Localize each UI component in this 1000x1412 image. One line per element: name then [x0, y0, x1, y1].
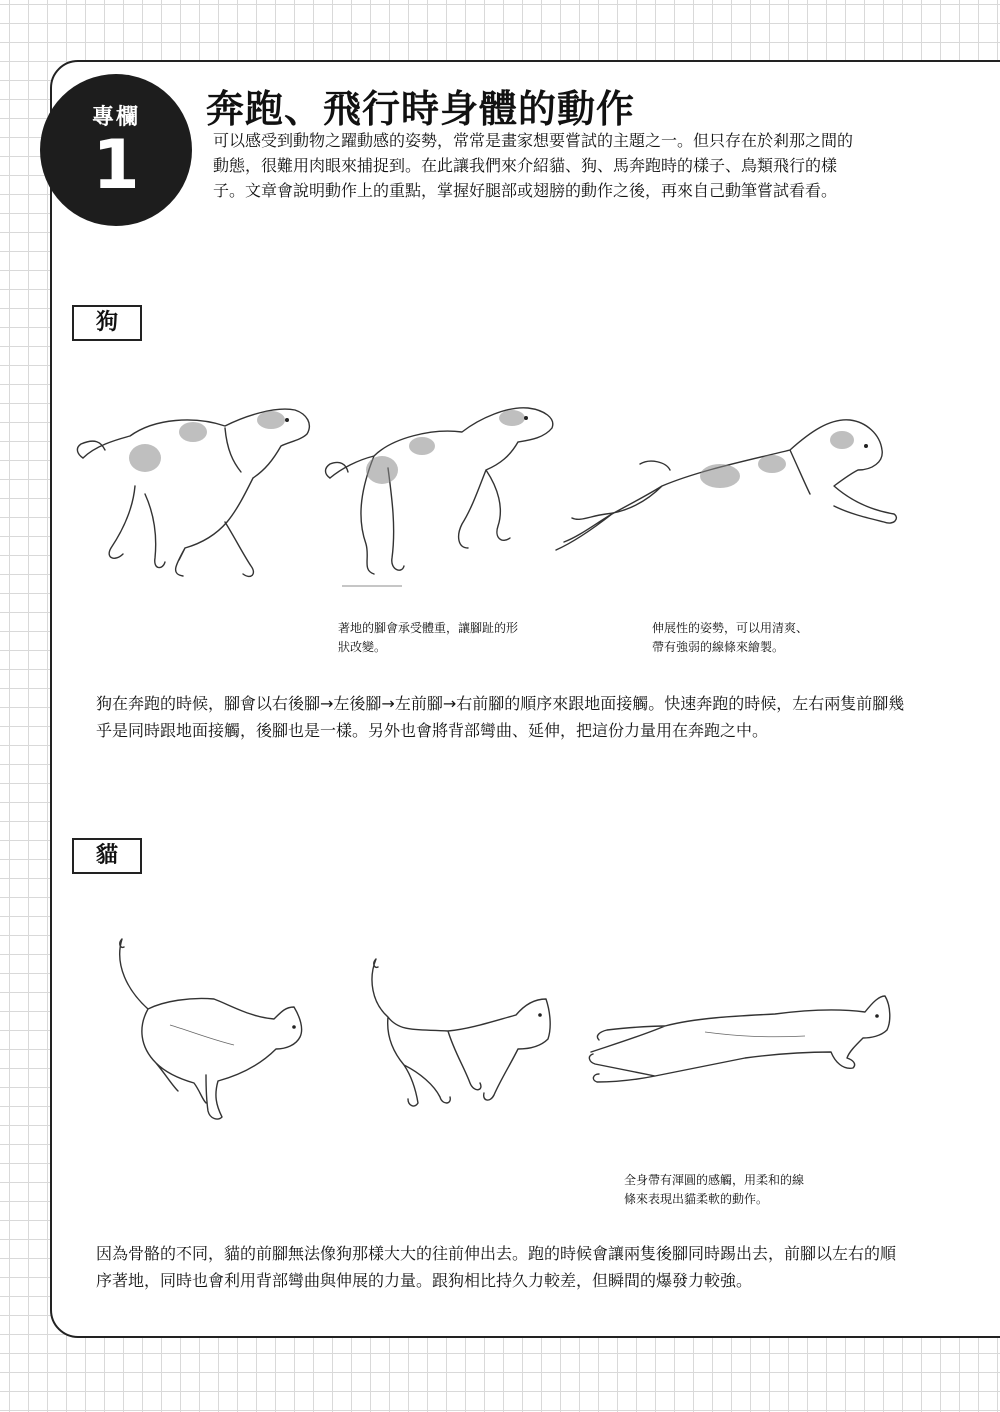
dog-caption-right: 伸展性的姿勢，可以用清爽、帶有強弱的線條來繪製。 [652, 621, 809, 654]
column-badge-number: 1 [92, 126, 140, 205]
dog-section-label: 狗 [72, 305, 142, 341]
column-badge [40, 74, 192, 226]
cat-section-label: 貓 [72, 838, 142, 874]
cat-sketch-1 [110, 935, 310, 1125]
dog-body-text: 狗在奔跑的時候，腳會以右後腳→左後腳→左前腳→右前腳的順序來跟地面接觸。快速奔跑的時候，左右兩隻前腳幾乎是同時跟地面接觸，後腳也是一樣。另外也會將背部彎曲、延伸，把這份力量用在奔跑之中。 [96, 694, 905, 740]
dog-sketch-1 [75, 398, 320, 588]
dog-sketch-3 [550, 410, 905, 565]
intro-paragraph: 可以感受到動物之躍動感的姿勢，常常是畫家想要嘗試的主題之一。但只存在於剎那之間的動態，很難用肉眼來捕捉到。在此讓我們來介紹貓、狗、馬奔跑時的樣子、鳥類飛行的樣子。文章會說明動作上的重點，掌握好腿部或翅膀的動作之後，再來自己動筆嘗試看看。 [213, 131, 854, 200]
cat-body-text: 因為骨骼的不同，貓的前腳無法像狗那樣大大的往前伸出去。跑的時候會讓兩隻後腳同時踢出去，前腳以左右的順序著地，同時也會利用背部彎曲與伸展的力量。跟狗相比持久力較差，但瞬間的爆發力較強。 [96, 1244, 897, 1290]
dog-caption-left: 著地的腳會承受體重，讓腳趾的形狀改變。 [338, 621, 519, 654]
cat-sketch-3 [585, 992, 895, 1087]
column-badge-label: 專欄 [91, 105, 140, 130]
dog-sketch-2 [322, 398, 562, 593]
cat-caption: 全身帶有渾圓的感觸，用柔和的線條來表現出貓柔軟的動作。 [624, 1173, 805, 1206]
cat-sketch-2 [360, 955, 560, 1115]
page-title: 奔跑、飛行時身體的動作 [206, 87, 636, 131]
